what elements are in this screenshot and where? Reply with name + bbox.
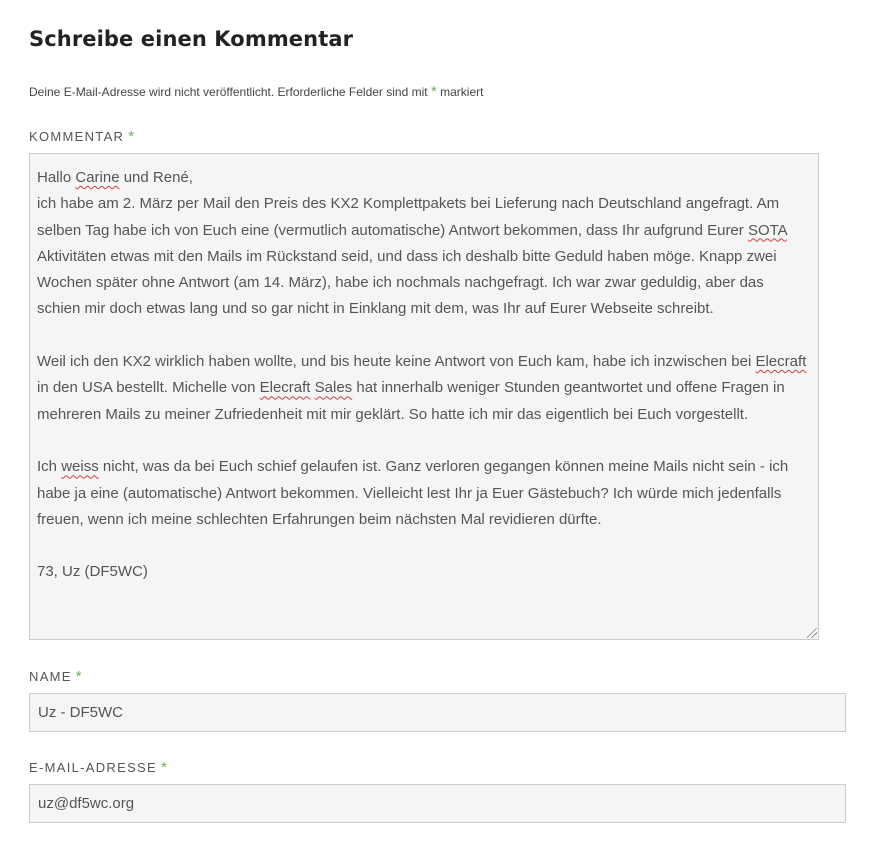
form-title: Schreibe einen Kommentar: [29, 27, 354, 51]
required-star: *: [128, 128, 136, 145]
notes-text: Deine E-Mail-Adresse wird nicht veröffentlicht. Erforderliche Felder sind mit: [29, 85, 428, 99]
comment-text: hat innerhalb weniger Stunden geantwortet und offene Fragen in mehreren Mails zu meiner Zufriedenheit mit mir geklärt. So hatte ich mir das eigentlich bei Euch vorgestellt.: [37, 379, 785, 423]
comment-label-text: KOMMENTAR: [29, 129, 125, 144]
comment-text: Weil ich den KX2 wirklich haben wollte, und bis heute keine Antwort von Euch kam, habe ich inzwischen bei: [37, 353, 756, 371]
comment-text: 73, Uz (DF5WC): [37, 563, 148, 581]
required-star: *: [161, 759, 169, 776]
comment-blank-line: [37, 428, 810, 454]
comment-blank-line: [37, 323, 810, 349]
name-label-text: NAME: [29, 669, 72, 684]
name-input[interactable]: [29, 693, 846, 732]
misspelled-word: weiss: [61, 458, 99, 476]
comment-text: nicht, was da bei Euch schief gelaufen ist. Ganz verloren gegangen können meine Mails nicht sein - ich habe ja eine (automatische) Antwort bekommen. Vielleicht lest Ihr ja Euer Gästebuch? Ich würde mich jedenfalls freuen, wenn ich meine schlechten Erfahrungen beim nächsten Mal revidieren dürfte.: [37, 458, 789, 528]
email-label-text: E-MAIL-ADRESSE: [29, 760, 158, 775]
comment-paragraph: [37, 191, 810, 322]
comment-textarea[interactable]: [29, 153, 819, 640]
misspelled-word: Elecraft: [755, 353, 807, 371]
email-label: [29, 759, 168, 776]
name-label: [29, 668, 83, 685]
comment-text: in den USA bestellt. Michelle von: [37, 379, 260, 397]
required-star: *: [75, 668, 83, 685]
comment-paragraph: [37, 559, 810, 585]
comment-paragraph: [37, 349, 810, 428]
comment-text: Aktivitäten etwas mit den Mails im Rückstand seid, und dass ich deshalb bitte Geduld haben möge. Knapp zwei Wochen später ohne Antwort (am 14. März), habe ich nochmals nachgefragt. Ich war zwar geduldig, aber das schien mir doch etwas lang und so gar nicht in Einklang mit dem, was Ihr auf Eurer Webseite schreibt.: [37, 247, 777, 318]
comment-text: und René,: [119, 169, 193, 186]
comment-paragraph: [37, 165, 810, 191]
required-star: *: [430, 83, 437, 100]
resize-handle-icon[interactable]: [807, 628, 817, 638]
misspelled-word: Carine: [75, 169, 120, 186]
misspelled-word: SOTA: [747, 221, 787, 239]
email-input[interactable]: [29, 784, 846, 823]
notes-suffix: markiert: [440, 85, 484, 99]
misspelled-word: Elecraft: [259, 379, 311, 397]
comment-label: [29, 128, 135, 145]
comment-paragraph: [37, 454, 810, 533]
comment-blank-line: [37, 533, 810, 559]
comment-text: ich habe am 2. März per Mail den Preis des KX2 Komplettpakets bei Lieferung nach Deutschland angefragt. Am selben Tag habe ich von Euch eine (vermutlich automatische) Antwort bekommen, dass Ihr aufgrund Eurer: [37, 195, 780, 239]
comment-notes: [29, 83, 483, 100]
comment-text: Hallo: [37, 169, 76, 186]
comment-text: Ich: [37, 458, 62, 476]
misspelled-word: Sales: [314, 379, 353, 397]
